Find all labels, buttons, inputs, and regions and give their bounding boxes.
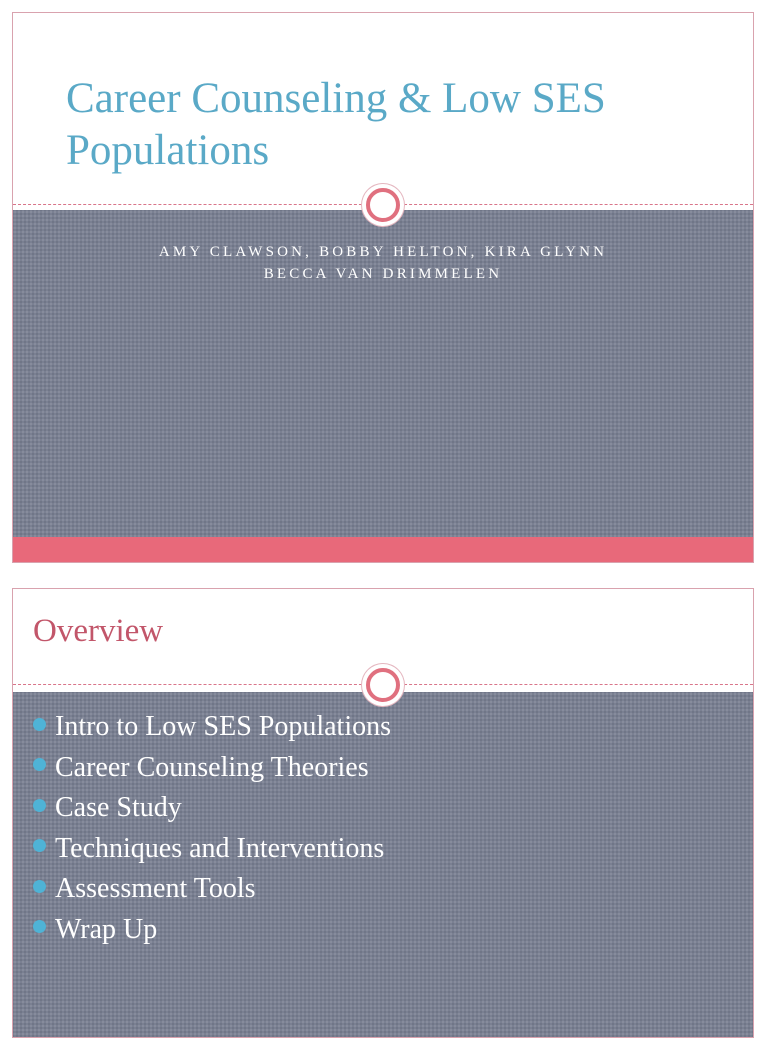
overview-bullet-list — [33, 707, 391, 950]
authors-line-2: BECCA VAN DRIMMELEN — [263, 266, 503, 282]
slide-bullet-item — [33, 707, 391, 748]
authors-line-1: AMY CLAWSON, BOBBY HELTON, KIRA GLYNN — [158, 244, 608, 260]
author-list — [13, 241, 753, 285]
bullet-label: Techniques and Interventions — [55, 832, 385, 864]
bullet-dot-icon — [33, 880, 46, 893]
ring-icon — [366, 188, 400, 222]
bullet-label: Case Study — [55, 792, 182, 824]
ring-icon — [366, 668, 400, 702]
title-slide — [12, 12, 754, 563]
accent-bar — [13, 537, 753, 563]
bullet-dot-icon — [33, 758, 46, 771]
bullet-dot-icon — [33, 718, 46, 731]
overview-slide — [12, 588, 754, 1038]
slide-bullet-item — [33, 869, 391, 910]
slide-bullet-item — [33, 910, 391, 951]
bullet-dot-icon — [33, 839, 46, 852]
bullet-label: Career Counseling Theories — [55, 751, 369, 783]
bullet-label: Wrap Up — [55, 913, 158, 945]
slide-bullet-item — [33, 829, 391, 870]
overview-title: Overview — [33, 613, 164, 649]
bullet-dot-icon — [33, 920, 46, 933]
bullet-label: Assessment Tools — [55, 873, 256, 905]
slide-bullet-item — [33, 788, 391, 829]
slide-bullet-item — [33, 748, 391, 789]
bullet-dot-icon — [33, 799, 46, 812]
bullet-label: Intro to Low SES Populations — [55, 711, 392, 743]
title-slide-header — [13, 13, 753, 204]
slide-title: Career Counseling & Low SES Populations — [66, 75, 606, 174]
